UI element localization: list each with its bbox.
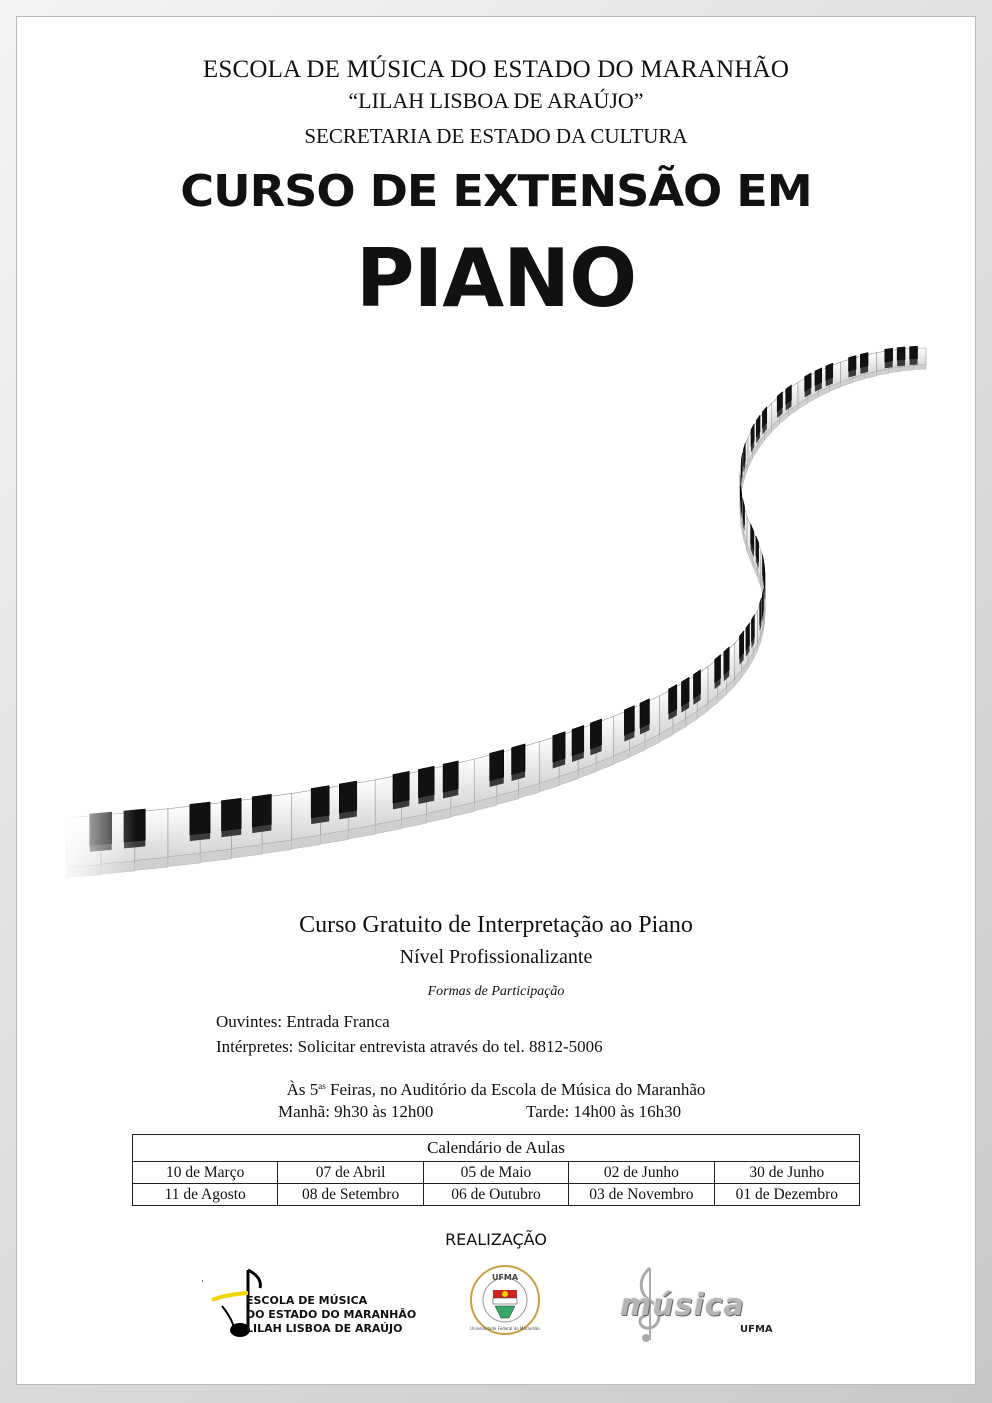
emm-logo-line: LILAH LISBOA DE ARAÚJO — [246, 1322, 403, 1335]
participation-heading: Formas de Participação — [427, 984, 565, 999]
piano-black-key — [553, 732, 565, 763]
piano-black-key — [512, 744, 526, 775]
emm-logo-line: ESCOLA DE MÚSICA — [246, 1294, 368, 1307]
musica-logo-sub: UFMA — [740, 1324, 773, 1335]
piano-black-key — [393, 771, 409, 803]
calendar-table — [132, 1134, 860, 1206]
piano-key-edge — [901, 366, 913, 371]
emm-logo-line: DO ESTADO DO MARANHÃO — [246, 1308, 417, 1321]
piano-black-key — [190, 802, 210, 835]
piano-black-key — [715, 654, 721, 683]
calendar-date: 05 de Maio — [423, 1162, 568, 1184]
piano-black-key — [693, 670, 700, 699]
piano-black-key — [885, 348, 893, 362]
piano-black-key — [681, 677, 689, 706]
afternoon-time: Tarde: 14h00 às 16h30 — [526, 1102, 682, 1121]
table-row — [133, 1162, 860, 1184]
piano-keyboard-illustration — [56, 308, 936, 908]
morning-time: Manhã: 9h30 às 12h00 — [278, 1102, 434, 1121]
course-title-line1: CURSO DE EXTENSÃO EM — [180, 166, 812, 217]
emm-logo-text — [246, 1294, 416, 1336]
ouvintes-text: Ouvintes: Entrada Franca — [216, 1012, 390, 1031]
piano-black-key-side — [910, 359, 918, 365]
schedule-sup: as — [318, 1081, 326, 1091]
piano-key-edge — [914, 365, 926, 369]
musica-logo-text: música — [620, 1288, 745, 1323]
piano-black-key — [252, 794, 271, 827]
calendar-date: 08 de Setembro — [278, 1184, 423, 1206]
piano-black-key — [339, 781, 357, 813]
calendar-date: 30 de Junho — [714, 1162, 859, 1184]
piano-black-key — [572, 725, 584, 756]
school-name: “LILAH LISBOA DE ARAÚJO” — [348, 88, 644, 113]
school-heading: ESCOLA DE MÚSICA DO ESTADO DO MARANHÃO — [202, 56, 790, 83]
schedule-rest: Feiras, no Auditório da Escola de Música do Maranhão — [325, 1080, 706, 1099]
piano-black-key — [418, 766, 434, 798]
piano-black-key — [860, 352, 868, 367]
ufma-seal-logo — [469, 1264, 541, 1336]
piano-black-key — [826, 363, 833, 380]
piano-black-key — [669, 684, 677, 714]
piano-black-key — [848, 355, 856, 371]
calendar-date: 10 de Março — [133, 1162, 278, 1184]
piano-black-key — [640, 699, 650, 729]
calendar-date: 01 de Dezembro — [714, 1184, 859, 1206]
ufma-seal-text: UFMA — [491, 1273, 519, 1282]
calendar-title: Calendário de Aulas — [133, 1135, 860, 1162]
ufma-seal-ring: Universidade Federal do Maranhão — [470, 1326, 540, 1331]
course-name: Curso Gratuito de Interpretação ao Piano — [299, 912, 693, 938]
piano-black-key — [897, 347, 905, 360]
interpretes-text: Intérpretes: Solicitar entrevista através do tel. 8812-5006 — [216, 1037, 603, 1056]
table-row — [133, 1184, 860, 1206]
calendar-date: 02 de Junho — [569, 1162, 714, 1184]
piano-black-key — [624, 706, 634, 736]
calendar-date: 07 de Abril — [278, 1162, 423, 1184]
piano-black-key — [590, 719, 601, 749]
piano-black-key — [724, 647, 729, 675]
realizacao-label: REALIZAÇÃO — [445, 1230, 547, 1249]
course-level: Nível Profissionalizante — [399, 946, 593, 968]
piano-black-key — [311, 786, 329, 819]
calendar-date: 11 de Agosto — [133, 1184, 278, 1206]
schedule-prefix: Às 5 — [286, 1080, 319, 1099]
piano-black-key — [443, 761, 458, 793]
piano-black-key-side — [897, 360, 905, 367]
course-title-line2: PIANO — [355, 232, 637, 325]
secretaria-heading: SECRETARIA DE ESTADO DA CULTURA — [304, 124, 688, 148]
schedule-text — [16, 1080, 976, 1100]
piano-black-key-side — [885, 361, 893, 368]
piano-black-key — [910, 346, 918, 359]
calendar-date: 03 de Novembro — [569, 1184, 714, 1206]
piano-black-key — [221, 798, 241, 831]
piano-black-key — [490, 750, 504, 781]
calendar-date: 06 de Outubro — [423, 1184, 568, 1206]
poster-page — [16, 16, 976, 1385]
